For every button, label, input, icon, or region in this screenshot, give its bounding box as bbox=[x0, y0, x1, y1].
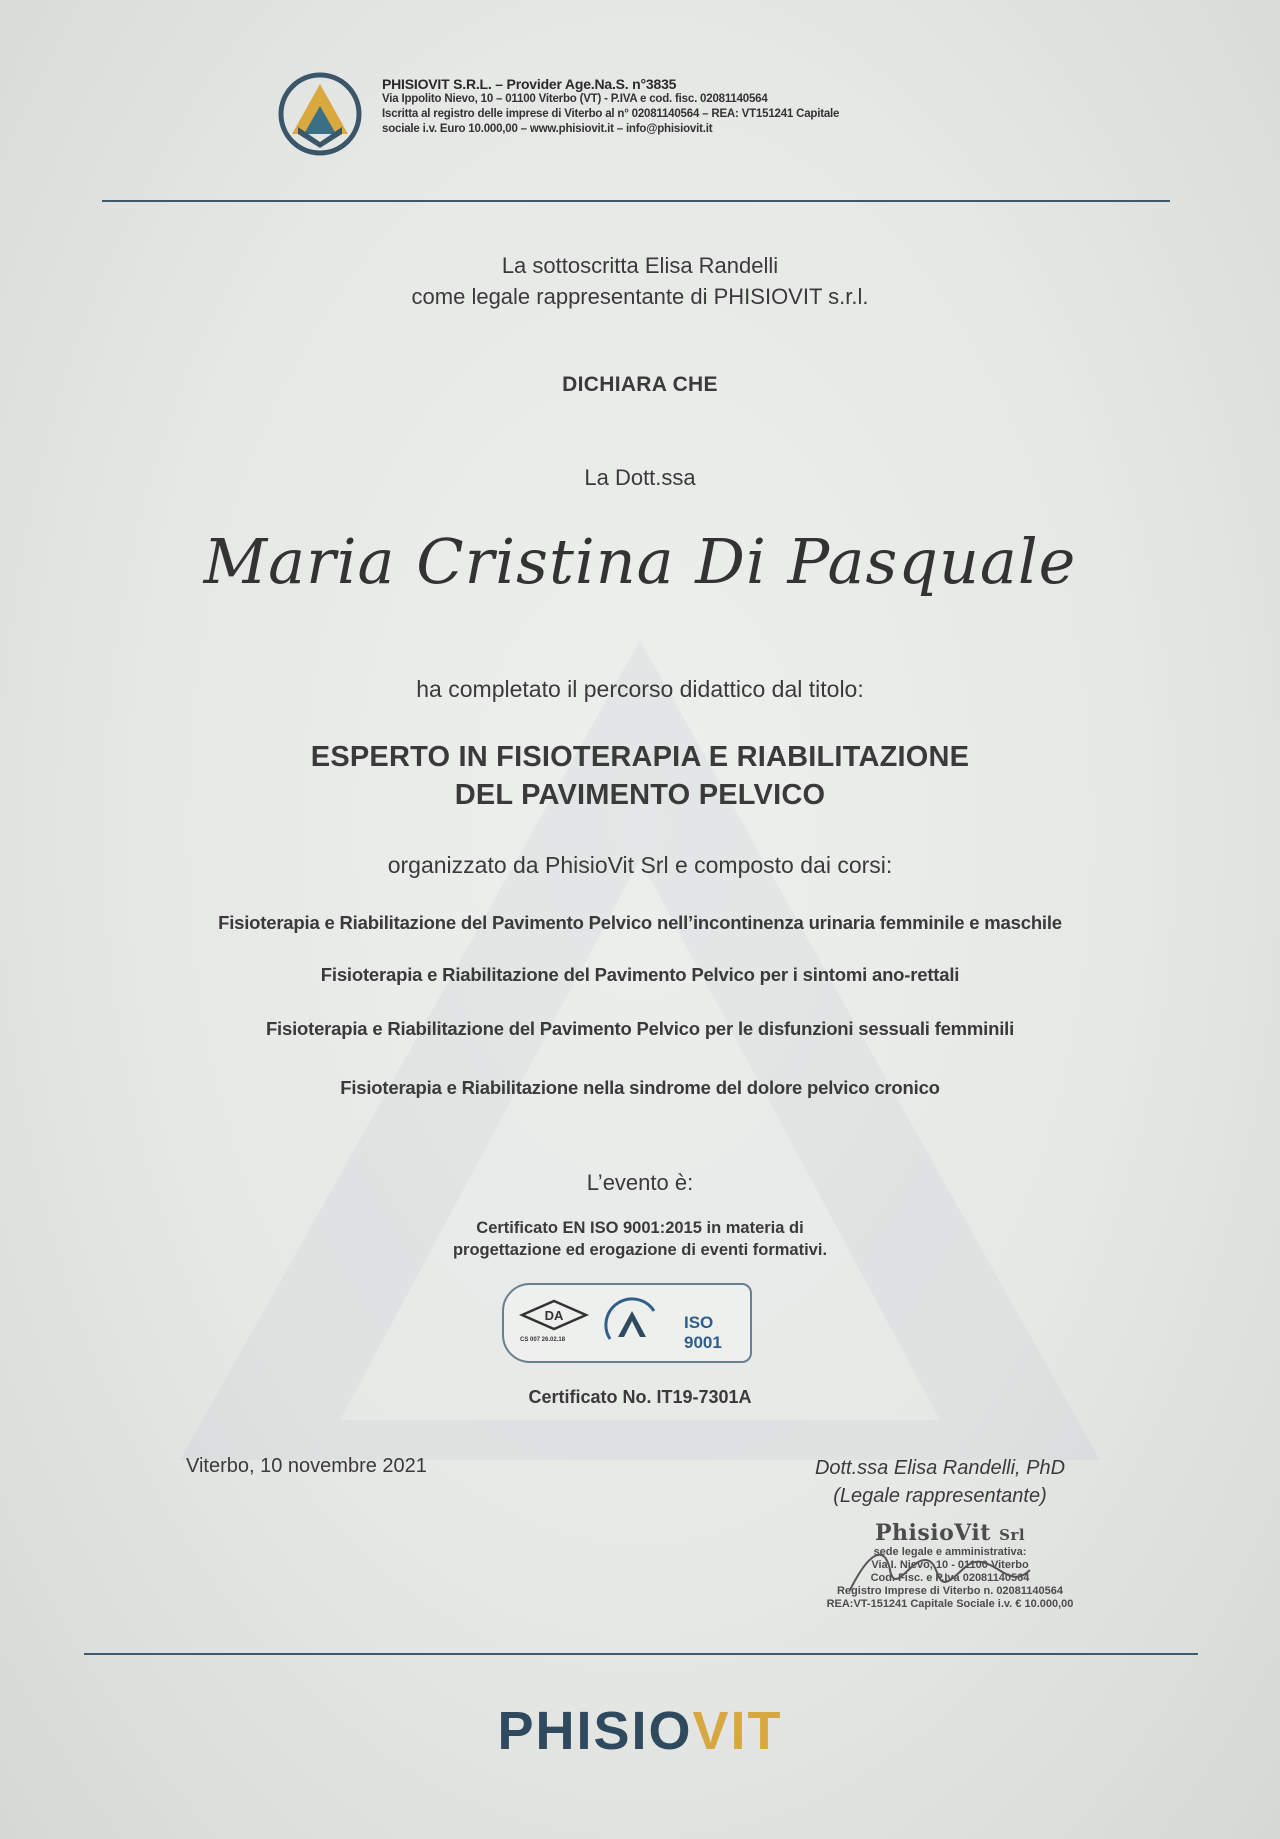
stamp-title-name: PhisioVit bbox=[874, 1520, 991, 1546]
recipient-title: La Dott.ssa bbox=[584, 465, 696, 490]
module-3: Fisioterapia e Riabilitazione del Pavimento Pelvico per le disfunzioni sessuali femminili bbox=[265, 1018, 1015, 1039]
completed-text: ha completato il percorso didattico dal titolo: bbox=[416, 676, 864, 702]
signer-role: (Legale rappresentante) bbox=[833, 1485, 1047, 1507]
intro-line-2: come legale rappresentante di PHISIOVIT s.r.l. bbox=[411, 284, 869, 309]
stamp-line-5: REA:VT-151241 Capitale Sociale i.v. € 10.000,00 bbox=[826, 1598, 1074, 1610]
event-label: L’evento è: bbox=[586, 1170, 694, 1195]
bottom-divider bbox=[84, 1653, 1198, 1655]
certification-line-1: Certificato EN ISO 9001:2015 in materia di bbox=[476, 1219, 804, 1237]
course-title bbox=[0, 738, 1280, 814]
signer-name: Dott.ssa Elisa Randelli, PhD bbox=[814, 1457, 1066, 1479]
recipient-name: Maria Cristina Di Pasquale bbox=[203, 525, 1077, 598]
signer-block bbox=[780, 1454, 1100, 1510]
module-2: Fisioterapia e Riabilitazione del Pavimento Pelvico per i sintomi ano-rettali bbox=[320, 964, 960, 985]
letterhead-company: PHISIOVIT S.R.L. – Provider Age.Na.S. n°3835 bbox=[382, 76, 677, 92]
letterhead-address-3: sociale i.v. Euro 10.000,00 – www.phisiovit.it – info@phisiovit.it bbox=[382, 123, 713, 135]
letterhead-address-1: Via Ippolito Nievo, 10 – 01100 Viterbo (VT) - P.IVA e cod. fisc. 02081140564 bbox=[382, 93, 768, 105]
footer-brand-part-2: VIT bbox=[692, 1701, 783, 1761]
badge-iso-label: ISO 9001 bbox=[684, 1313, 722, 1352]
top-divider bbox=[102, 200, 1170, 202]
certification-body-mark-icon bbox=[602, 1293, 662, 1353]
intro-text bbox=[0, 250, 1280, 312]
stamp-line-4: Registro Imprese di Viterbo n. 02081140564 bbox=[836, 1585, 1064, 1597]
footer-brand-part-1: PHISIO bbox=[497, 1701, 693, 1761]
letterhead bbox=[278, 72, 1038, 162]
iso-certification-badge bbox=[502, 1283, 752, 1363]
certification-line-2: progettazione ed erogazione di eventi formativi. bbox=[452, 1241, 828, 1259]
module-1: Fisioterapia e Riabilitazione del Pavimento Pelvico nell’incontinenza urinaria femminile e maschile bbox=[218, 912, 1062, 933]
module-4: Fisioterapia e Riabilitazione nella sindrome del dolore pelvico cronico bbox=[340, 1077, 940, 1098]
stamp-line-2: Via I. Nievo, 10 - 01100 Viterbo bbox=[871, 1559, 1029, 1571]
course-title-line-1: ESPERTO IN FISIOTERAPIA E RIABILITAZIONE bbox=[310, 741, 970, 773]
certificate-number: Certificato No. IT19-7301A bbox=[528, 1387, 752, 1407]
handwritten-signature-icon bbox=[840, 1530, 1040, 1610]
badge-cs-code: CS 007 26.02.18 bbox=[520, 1337, 566, 1343]
declares-heading: DICHIARA CHE bbox=[562, 373, 718, 396]
intro-line-1: La sottoscritta Elisa Randelli bbox=[501, 253, 779, 278]
watermark-logo-icon bbox=[140, 600, 1140, 1500]
organized-text: organizzato da PhisioVit Srl e composto dai corsi: bbox=[387, 852, 893, 878]
place-and-date: Viterbo, 10 novembre 2021 bbox=[186, 1455, 427, 1477]
letterhead-address-2: Iscritta al registro delle imprese di Viterbo al n° 02081140564 – REA: VT151241 Capitale bbox=[382, 108, 840, 120]
stamp-title-suffix: Srl bbox=[999, 1526, 1026, 1544]
footer-brand-logo bbox=[0, 1700, 1280, 1762]
certification-text bbox=[0, 1217, 1280, 1261]
course-title-line-2: DEL PAVIMENTO PELVICO bbox=[454, 779, 826, 811]
stamp-line-3: Cod. Fisc. e P.Iva 02081140564 bbox=[870, 1572, 1030, 1584]
stamp-line-1: sede legale e amministrativa: bbox=[873, 1546, 1027, 1558]
svg-text:DA: DA bbox=[544, 1308, 564, 1323]
phisiovit-logo-icon bbox=[278, 72, 362, 156]
